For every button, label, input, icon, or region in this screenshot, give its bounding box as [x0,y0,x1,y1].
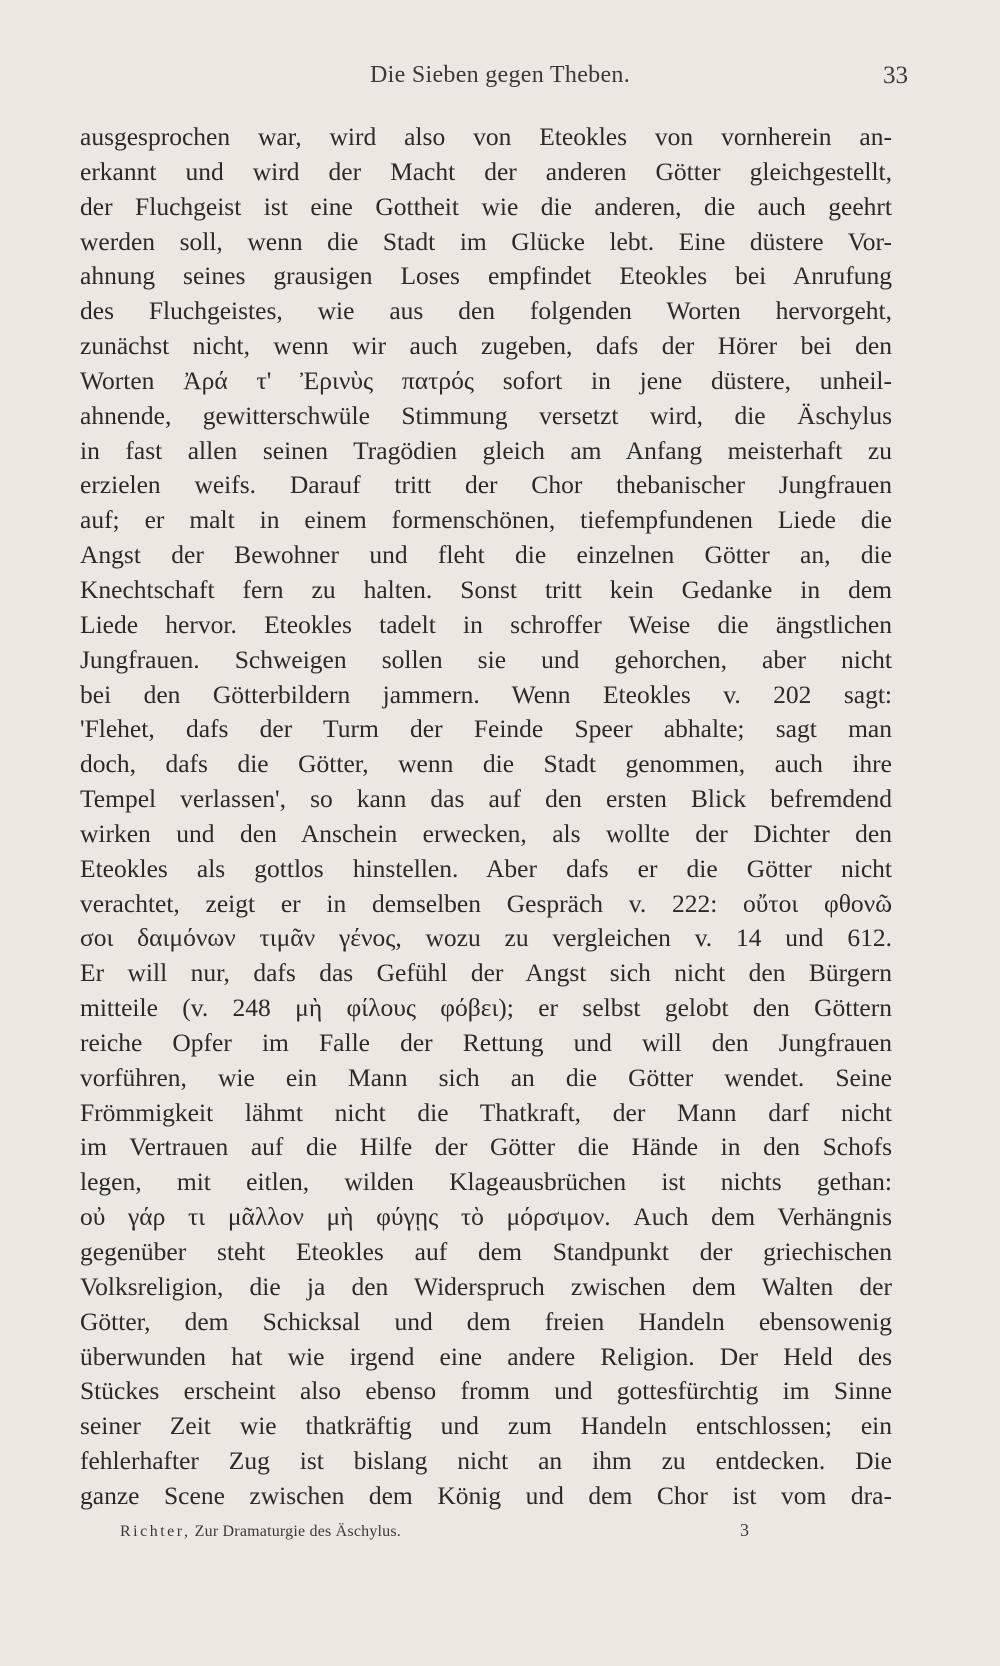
text-line: überwunden hat wie irgend eine andere Religion. Der Held des [80,1341,892,1371]
text-line: Liede hervor. Eteokles tadelt in schroffer Weise die ängstlichen [80,609,892,639]
text-line: σοι δαιμόνων τιμᾶν γένος, wozu zu vergleichen v. 14 und 612. [80,923,892,953]
text-line: Eteokles als gottlos hinstellen. Aber dafs er die Götter nicht [80,853,892,883]
text-line: reiche Opfer im Falle der Rettung und will den Jungfrauen [80,1027,892,1057]
footer-book-title: Zur Dramaturgie des Äschylus. [194,1523,402,1540]
text-line: wirken und den Anschein erwecken, als wollte der Dichter den [80,818,892,848]
text-line: ahnung seines grausigen Loses empfindet Eteokles bei Anrufung [80,261,892,291]
footer-signature [120,1523,401,1541]
text-line: erkannt und wird der Macht der anderen Götter gleichgestellt, [80,156,892,186]
text-line: fehlerhafter Zug ist bislang nicht an ihm zu entdecken. Die [80,1446,892,1476]
text-line: ganze Scene zwischen dem König und dem Chor ist vom dra- [80,1480,892,1510]
running-title: Die Sieben gegen Theben. [369,62,630,88]
page-number: 33 [883,62,908,89]
text-line: im Vertrauen auf die Hilfe der Götter die Hände in den Schofs [80,1132,892,1162]
text-line: Frömmigkeit lähmt nicht die Thatkraft, der Mann darf nicht [80,1097,892,1127]
text-line: legen, mit eitlen, wilden Klageausbrüchen ist nichts gethan: [80,1167,892,1197]
footer-author: Richter, [120,1523,191,1540]
text-line: Er will nur, dafs das Gefühl der Angst sich nicht den Bürgern [80,958,892,988]
text-line: der Fluchgeist ist eine Gottheit wie die anderen, die auch geehrt [80,191,892,221]
text-line: in fast allen seinen Tragödien gleich am Anfang meisterhaft zu [80,435,892,465]
text-line: Götter, dem Schicksal und dem freien Handeln ebensowenig [80,1306,892,1336]
text-line: Knechtschaft fern zu halten. Sonst tritt kein Gedanke in dem [80,574,892,604]
text-line: Angst der Bewohner und fleht die einzelnen Götter an, die [80,540,892,570]
text-line: ahnende, gewitterschwüle Stimmung versetzt wird, die Äschylus [80,400,892,430]
body-text [80,120,892,1514]
text-line: bei den Götterbildern jammern. Wenn Eteokles v. 202 sagt: [80,679,892,709]
text-line: verachtet, zeigt er in demselben Gespräch v. 222: οὔτοι φθονῶ [80,888,892,918]
text-line: Stückes erscheint also ebenso fromm und gottesfürchtig im Sinne [80,1376,892,1406]
text-line: Jungfrauen. Schweigen sollen sie und gehorchen, aber nicht [80,644,892,674]
text-line: gegenüber steht Eteokles auf dem Standpunkt der griechischen [80,1237,892,1266]
text-line: erzielen weifs. Darauf tritt der Chor thebanischer Jungfrauen [80,470,892,500]
text-line: zunächst nicht, wenn wir auch zugeben, dafs der Hörer bei den [80,331,892,361]
text-line: mitteile (v. 248 μὴ φίλους φόβει); er selbst gelobt den Göttern [80,993,892,1023]
text-line: vorführen, wie ein Mann sich an die Götter wendet. Seine [80,1062,892,1092]
text-line: auf; er malt in einem formenschönen, tiefempfundenen Liede die [80,505,892,535]
text-line: Tempel verlassen', so kann das auf den ersten Blick befremdend [80,784,892,814]
text-line: Worten Ἀρά τ' Ἐρινὺς πατρός sofort in jene düstere, unheil- [80,365,892,395]
text-line: seiner Zeit wie thatkräftig und zum Handeln entschlossen; ein [80,1411,892,1441]
text-line: werden soll, wenn die Stadt im Glücke lebt. Eine düstere Vor- [80,226,892,256]
text-line: 'Flehet, dafs der Turm der Feinde Speer abhalte; sagt man [80,714,892,744]
signature-mark: 3 [740,1520,749,1540]
text-line: doch, dafs die Götter, wenn die Stadt genommen, auch ihre [80,749,892,779]
text-line: οὐ γάρ τι μᾶλλον μὴ φύγῃς τὸ μόρσιμον. Auch dem Verhängnis [80,1202,892,1232]
text-line: ausgesprochen war, wird also von Eteokles von vornherein an- [80,122,892,151]
text-line: Volksreligion, die ja den Widerspruch zwischen dem Walten der [80,1271,892,1301]
text-line: des Fluchgeistes, wie aus den folgenden Worten hervorgeht, [80,296,892,326]
